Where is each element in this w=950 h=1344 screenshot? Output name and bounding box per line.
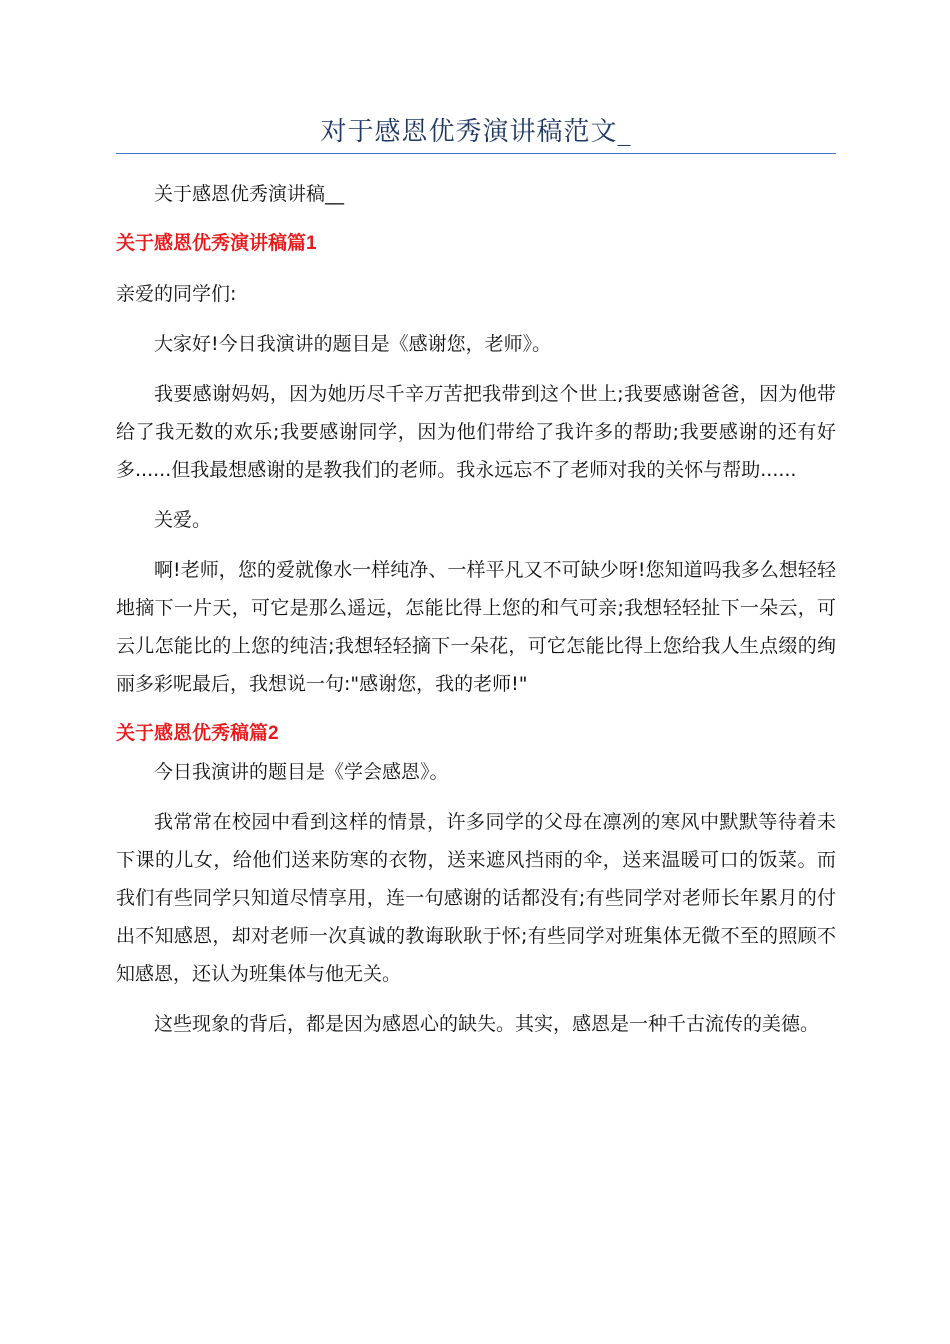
document-title: 对于感恩优秀演讲稿范文_: [320, 117, 632, 147]
paragraph: 今日我演讲的题目是《学会感恩》。: [154, 761, 449, 783]
document-body: [116, 175, 836, 1043]
paragraph: 大家好!今日我演讲的题目是《感谢您，老师》。: [154, 333, 552, 355]
section-heading-1: 关于感恩优秀演讲稿篇1: [116, 233, 317, 254]
intro-line: 关于感恩优秀演讲稿__: [154, 183, 345, 205]
paragraph: 这些现象的背后，都是因为感恩心的缺失。其实，感恩是一种千古流传的美德。: [154, 1013, 820, 1035]
paragraph: 啊!老师，您的爱就像水一样纯净、一样平凡又不可缺少呀!您知道吗我多么想轻轻地摘下一片天，可它是那么遥远，怎能比得上您的和气可亲;我想轻轻扯下一朵云，可云儿怎能比的上您的纯洁;我想轻轻摘下一朵花，可它怎能比得上您给我人生点缀的绚丽多彩呢最后，我想说一句:"感谢您，我的老师!": [116, 559, 836, 695]
paragraph: 我常常在校园中看到这样的情景，许多同学的父母在凛冽的寒风中默默等待着未下课的儿女，给他们送来防寒的衣物，送来遮风挡雨的伞，送来温暖可口的饭菜。而我们有些同学只知道尽情享用，连一句感谢的话都没有;有些同学对老师长年累月的付出不知感恩，却对老师一次真诚的教诲耿耿于怀;有些同学对班集体无微不至的照顾不知感恩，还认为班集体与他无关。: [116, 811, 836, 985]
section-heading-2: 关于感恩优秀稿篇2: [116, 723, 279, 744]
paragraph: 关爱。: [154, 509, 212, 531]
paragraph: 我要感谢妈妈，因为她历尽千辛万苦把我带到这个世上;我要感谢爸爸，因为他带给了我无数的欢乐;我要感谢同学，因为他们带给了我许多的帮助;我要感谢的还有好多......但我最想感谢的是教我们的老师。我永远忘不了老师对我的关怀与帮助......: [116, 383, 836, 481]
salutation: 亲爱的同学们:: [116, 283, 237, 305]
title-underline: [116, 153, 836, 154]
